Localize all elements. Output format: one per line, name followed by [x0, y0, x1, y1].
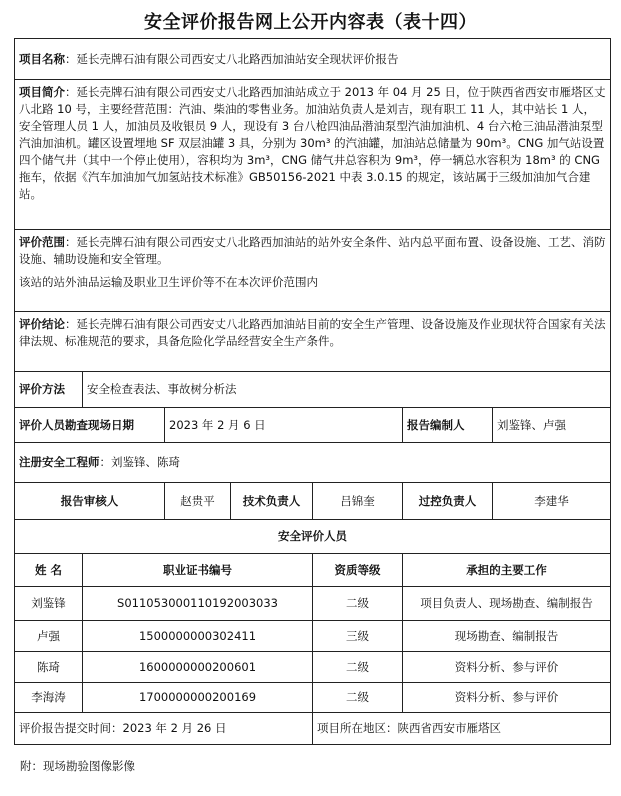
project-intro-text: ：延长壳牌石油有限公司西安丈八北路西加油站成立于 2013 年 04 月 25 日，位于陕西省西安市雁塔区丈八北路 10 号，主要经营范围：汽油、柴油的零售业务。加油站负责人是刘吉，现有职工 11 人，其中站长 1 人，安全管理人员 1 人，加油员及收银员 9 人，现设有 3 台八枪四油品潜油泵型汽油加油机、4 台六枪三油品潜油泵型汽油加油机。罐区设置埋地 SF 双层油罐 3 具，分别为 30m³ 的汽油罐，加油站总储量为 90m³。CNG 加气站设置四个储气井（其中一个停止使用），容积均为 3m³，CNG 储气井总容积为 9m³，停一辆总水容积为 18m³ 的 CNG 拖车，依据《汽车加油加气加氢站技术标准》GB50156-2021 中表 3.0.15 的规定，该站属于三级加油加气合建站。	[19, 85, 606, 201]
person-cert: 1500000000302411	[83, 621, 313, 652]
site-date-value: 2023 年 2 月 6 日	[165, 408, 403, 443]
reviewer-value: 赵贵平	[165, 483, 231, 520]
table-row	[15, 587, 611, 621]
eval-scope-label: 评价范围	[19, 235, 65, 249]
project-name-label: 项目名称	[19, 51, 65, 66]
col-header-name: 姓 名	[15, 554, 83, 587]
eval-scope-text: ：延长壳牌石油有限公司西安丈八北路西加油站的站外安全条件、站内总平面布置、设备设施、工艺、消防设施、辅助设施和安全管理。	[19, 235, 606, 266]
col-header-work: 承担的主要工作	[403, 554, 611, 587]
tech-lead-label: 技术负责人	[231, 483, 313, 520]
report-author-value: 刘鉴锋、卢强	[493, 408, 611, 443]
submit-date-value: 2023 年 2 月 26 日	[122, 721, 227, 735]
eval-scope-exclusion: 该站的站外油品运输及职业卫生评价等不在本次评价范围内	[19, 275, 318, 289]
eval-method-value: 安全检查表法、事故树分析法	[83, 372, 611, 408]
row-eval-conclusion	[15, 312, 611, 372]
row-eval-method	[15, 372, 611, 408]
person-cert: 1600000000200601	[83, 652, 313, 683]
table-row	[15, 652, 611, 683]
person-work: 资料分析、参与评价	[403, 683, 611, 713]
safety-engineer-value: ：刘鉴锋、陈琦	[99, 455, 180, 469]
row-personnel-heading	[15, 520, 611, 554]
person-grade: 二级	[313, 652, 403, 683]
row-site-date	[15, 408, 611, 443]
control-lead-value: 李建华	[493, 483, 611, 520]
eval-conclusion-text: ：延长壳牌石油有限公司西安丈八北路西加油站目前的安全生产管理、设备设施及作业现状符合国家有关法律法规、标准规范的要求，具备危险化学品经营安全生产条件。	[19, 317, 606, 348]
project-name-value: 延长壳牌石油有限公司西安丈八北路西加油站安全现状评价报告	[76, 51, 399, 66]
control-lead-label: 过控负责人	[403, 483, 493, 520]
report-author-label: 报告编制人	[403, 408, 493, 443]
submit-date-label: 评价报告提交时间：	[19, 721, 123, 735]
person-grade: 二级	[313, 587, 403, 621]
project-intro-label: 项目简介	[19, 85, 65, 99]
site-date-label: 评价人员勘查现场日期	[15, 408, 165, 443]
disclosure-table	[14, 38, 611, 745]
table-row	[15, 683, 611, 713]
table-row	[15, 621, 611, 652]
eval-conclusion-label: 评价结论	[19, 317, 65, 331]
document-title: 安全评价报告网上公开内容表（表十四）	[144, 12, 477, 33]
attachment-note: 附：现场勘验图像影像	[20, 759, 135, 773]
col-header-grade: 资质等级	[313, 554, 403, 587]
person-name: 李海涛	[15, 683, 83, 713]
person-name: 卢强	[15, 621, 83, 652]
row-project-intro	[15, 80, 611, 230]
person-cert: S011053000110192003033	[83, 587, 313, 621]
person-cert: 1700000000200169	[83, 683, 313, 713]
personnel-heading: 安全评价人员	[15, 520, 611, 554]
eval-method-label: 评价方法	[15, 372, 83, 408]
person-grade: 二级	[313, 683, 403, 713]
location-value: 陕西省西安市雁塔区	[397, 721, 501, 735]
person-work: 项目负责人、现场勘查、编制报告	[403, 587, 611, 621]
row-project-name: 项目名称：延长壳牌石油有限公司西安丈八北路西加油站安全现状评价报告	[15, 39, 611, 80]
row-submit	[15, 713, 611, 745]
row-safety-engineer	[15, 443, 611, 483]
person-name: 刘鉴锋	[15, 587, 83, 621]
personnel-header-row	[15, 554, 611, 587]
row-eval-scope	[15, 230, 611, 312]
reviewer-label: 报告审核人	[15, 483, 165, 520]
person-work: 现场勘查、编制报告	[403, 621, 611, 652]
person-grade: 三级	[313, 621, 403, 652]
tech-lead-value: 吕锦奎	[313, 483, 403, 520]
row-reviewers	[15, 483, 611, 520]
location-label: 项目所在地区：	[317, 721, 398, 735]
safety-engineer-label: 注册安全工程师	[19, 455, 100, 469]
col-header-cert: 职业证书编号	[83, 554, 313, 587]
person-work: 资料分析、参与评价	[403, 652, 611, 683]
person-name: 陈琦	[15, 652, 83, 683]
